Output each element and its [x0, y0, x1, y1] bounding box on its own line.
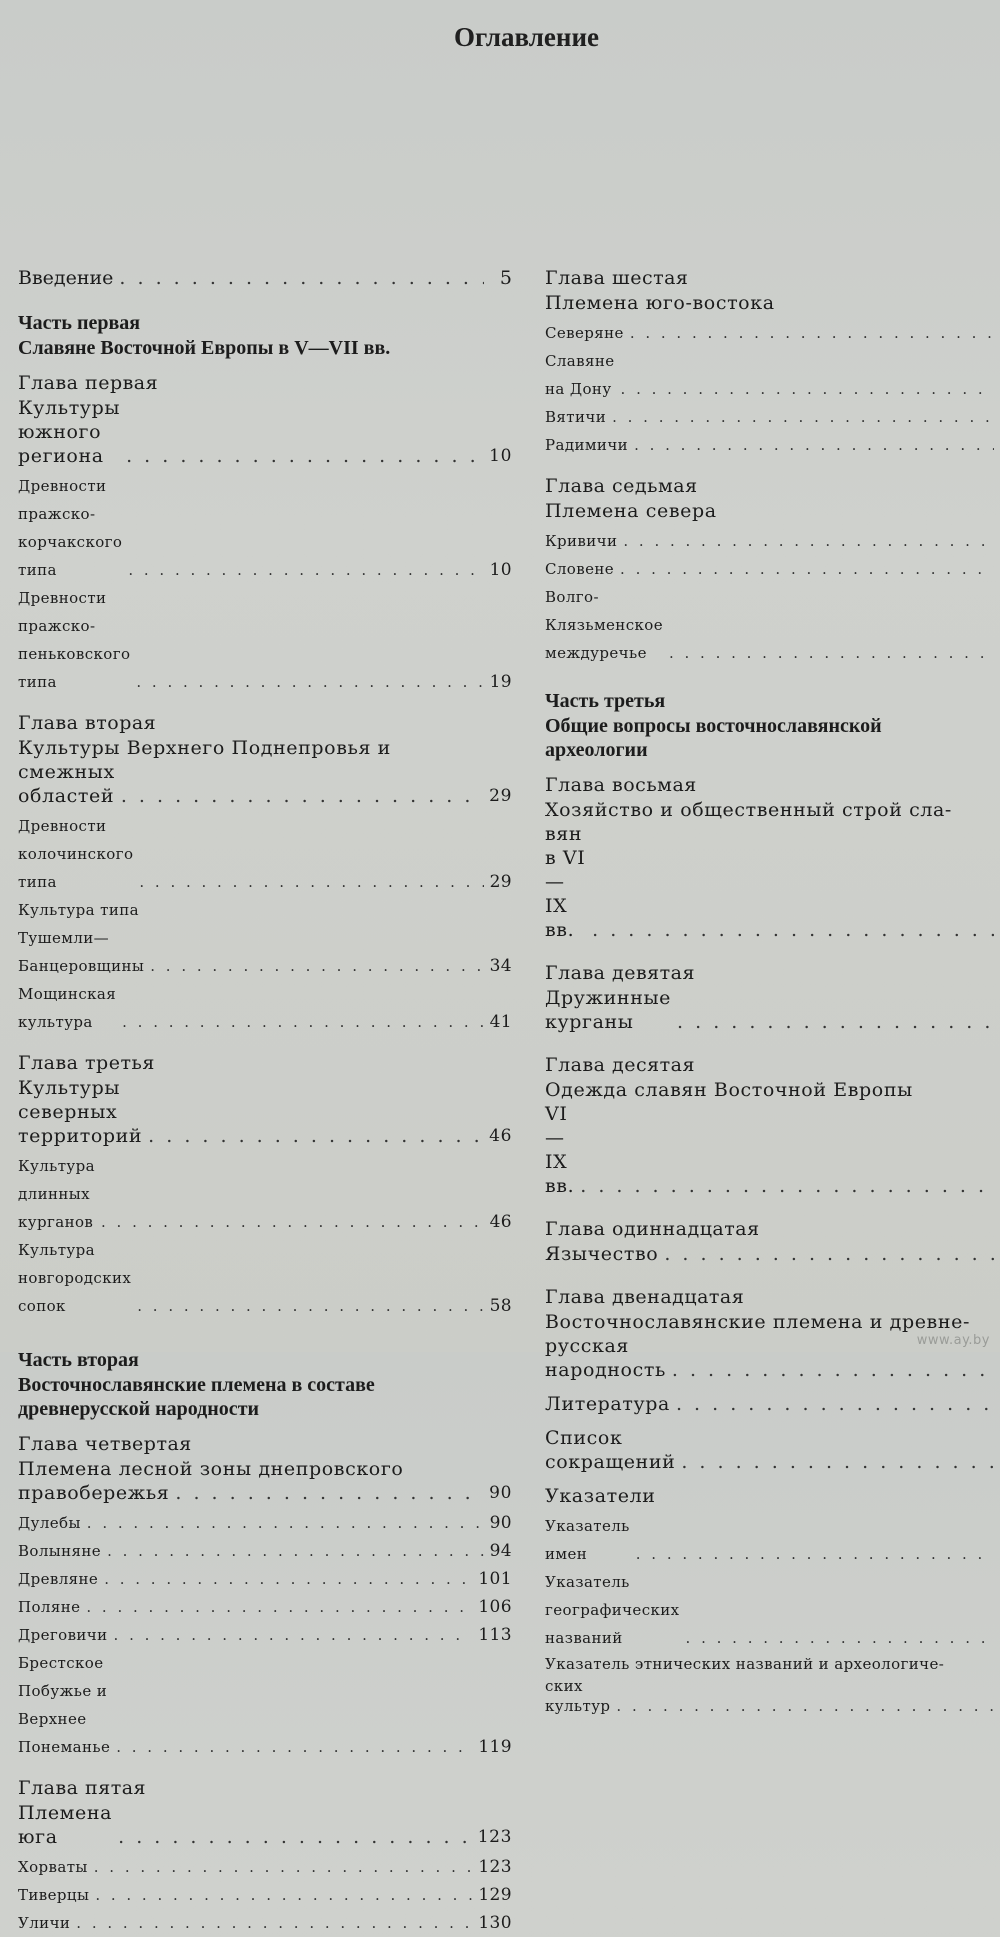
chapter-number-5: Глава пятая	[18, 1777, 147, 1799]
chapter-title-7[interactable]: Племена севера	[545, 500, 717, 522]
page-title: Оглавление	[454, 22, 599, 52]
part-title-3-line2: археологии	[545, 739, 648, 761]
chapter-title-4-line1: Племена лесной зоны днепровского	[18, 1458, 404, 1480]
chapter-title-6[interactable]: Племена юго-востока	[545, 292, 775, 314]
chapter-number-8: Глава восьмая	[545, 774, 697, 796]
toc-sub-entry[interactable]: Кривичи . . .	[545, 527, 1000, 555]
watermark: www.ay.by	[916, 1333, 990, 1348]
toc-sub-entry[interactable]: Северяне . . .	[545, 319, 1000, 347]
toc-entry-intro[interactable]	[18, 263, 512, 293]
page-number: 90	[489, 1483, 512, 1503]
toc-sub-entry[interactable]: Уличи . . . 130	[18, 1909, 512, 1937]
chapter-number-3: Глава третья	[18, 1052, 155, 1074]
chapter-title-12-line1[interactable]: Восточнославянские племена и древне-	[545, 1311, 970, 1333]
chapter-title-8-line1[interactable]: Хозяйство и общественный строй сла-	[545, 799, 952, 821]
chapter-title-10-line1[interactable]: Одежда славян Восточной Европы	[545, 1079, 913, 1101]
toc-right-column	[545, 265, 1000, 1716]
chapter-number-9: Глава девятая	[545, 962, 695, 984]
chapter-number-7: Глава седьмая	[545, 475, 698, 497]
part-title-3-line1: Общие вопросы восточнославянской	[545, 715, 882, 737]
toc-sub-entry[interactable]: Дулебы . . . 90	[18, 1509, 512, 1537]
chapter-number-2: Глава вторая	[18, 712, 157, 734]
toc-sub-entry[interactable]: Вятичи . . .	[545, 403, 1000, 431]
chapter-title-3[interactable]: Культуры северных территорий . . . 46	[18, 1076, 512, 1148]
toc-sub-entry[interactable]: Словене . . .	[545, 555, 1000, 583]
toc-sub-entry[interactable]: Дреговичи . . . 113	[18, 1621, 512, 1649]
part-title-2-line2: древнерусской народности	[18, 1398, 260, 1420]
page-number: 10	[489, 446, 512, 466]
toc-sub-entry[interactable]: Хорваты . . . 123	[18, 1853, 512, 1881]
toc-sub-entry[interactable]: Указатель географических названий . . .	[545, 1568, 1000, 1652]
toc-sub-entry[interactable]: Тиверцы . . . 129	[18, 1881, 512, 1909]
chapter-title-10[interactable]: VI—IX вв. . . .	[545, 1102, 1000, 1198]
toc-sub-entry[interactable]: Древности колочинского типа . . . 29	[18, 812, 512, 896]
toc-sub-entry[interactable]: Древляне . . . 101	[18, 1565, 512, 1593]
chapter-title-8[interactable]: вян в VI—IX вв. . . .	[545, 822, 1000, 942]
entry-label: Введение	[18, 267, 114, 289]
toc-sub-entry[interactable]: Мощинская культура . . . 41	[18, 980, 512, 1036]
toc-sub-entry[interactable]: Древности пражско-корчакского типа . . . 10	[18, 472, 512, 584]
chapter-number-4: Глава четвертая	[18, 1433, 192, 1455]
part-heading-3: Часть третья	[545, 690, 666, 712]
part-heading-1: Часть первая	[18, 312, 141, 334]
chapter-number-12: Глава двенадцатая	[545, 1286, 745, 1308]
chapter-title-9[interactable]: Дружинные курганы . . .	[545, 986, 1000, 1034]
toc-sub-entry[interactable]: Поляне . . . 106	[18, 1593, 512, 1621]
chapter-title-1[interactable]: Культуры южного региона . . . 10	[18, 396, 512, 468]
toc-sub-entry[interactable]: Брестское Побужье и Верхнее Понеманье . . . 119	[18, 1649, 512, 1761]
chapter-number-11: Глава одиннадцатая	[545, 1218, 760, 1240]
page-number: 29	[489, 786, 512, 806]
toc-sub-entry[interactable]: Древности пражско-пеньковского типа . . . 19	[18, 584, 512, 696]
chapter-number-10: Глава десятая	[545, 1054, 695, 1076]
toc-sub-entry[interactable]: Указатель имен . . .	[545, 1512, 1000, 1568]
chapter-number-6: Глава шестая	[545, 267, 689, 289]
part-heading-2: Часть вторая	[18, 1349, 139, 1371]
page-number: 46	[489, 1126, 512, 1146]
toc-left-column	[18, 263, 512, 1937]
toc-entry-indexes[interactable]: Указатели	[545, 1485, 656, 1507]
chapter-title-5[interactable]: Племена юга . . . 123	[18, 1801, 512, 1849]
toc-sub-entry[interactable]: Культура типа Тушемли—Банцеровщины . . . 34	[18, 896, 512, 980]
toc-entry-literature[interactable]: Литература . . .	[545, 1392, 1000, 1416]
chapter-number-1: Глава первая	[18, 372, 159, 394]
chapter-title-12[interactable]: русская народность . . .	[545, 1334, 1000, 1382]
part-title-2-line1: Восточнославянские племена в составе	[18, 1374, 375, 1396]
chapter-title-11[interactable]: Язычество . . .	[545, 1242, 1000, 1266]
toc-sub-entry-line1[interactable]: Указатель этнических названий и археологиче-	[545, 1655, 945, 1673]
toc-sub-entry[interactable]: Волыняне . . . 94	[18, 1537, 512, 1565]
toc-sub-entry[interactable]: Славяне на Дону . . .	[545, 347, 1000, 403]
page-number: 5	[499, 267, 512, 289]
toc-sub-entry[interactable]: ских культур . . .	[545, 1676, 1000, 1716]
page-number: 123	[477, 1827, 512, 1847]
chapter-title-4[interactable]: правобережья . . . 90	[18, 1481, 512, 1505]
chapter-title-2[interactable]: смежных областей . . . 29	[18, 760, 512, 808]
part-title-1: Славяне Восточной Европы в V—VII вв.	[18, 337, 391, 359]
toc-entry-abbreviations[interactable]: Список сокращений . . .	[545, 1426, 1000, 1474]
toc-sub-entry[interactable]: Культура новгородских сопок . . . 58	[18, 1236, 512, 1320]
toc-sub-entry[interactable]: Радимичи . . .	[545, 431, 1000, 459]
toc-sub-entry[interactable]: Культура длинных курганов . . . 46	[18, 1152, 512, 1236]
toc-sub-entry[interactable]: Волго-Клязьменское междуречье . . .	[545, 583, 1000, 667]
chapter-title-2-line1: Культуры Верхнего Поднепровья и	[18, 737, 391, 759]
